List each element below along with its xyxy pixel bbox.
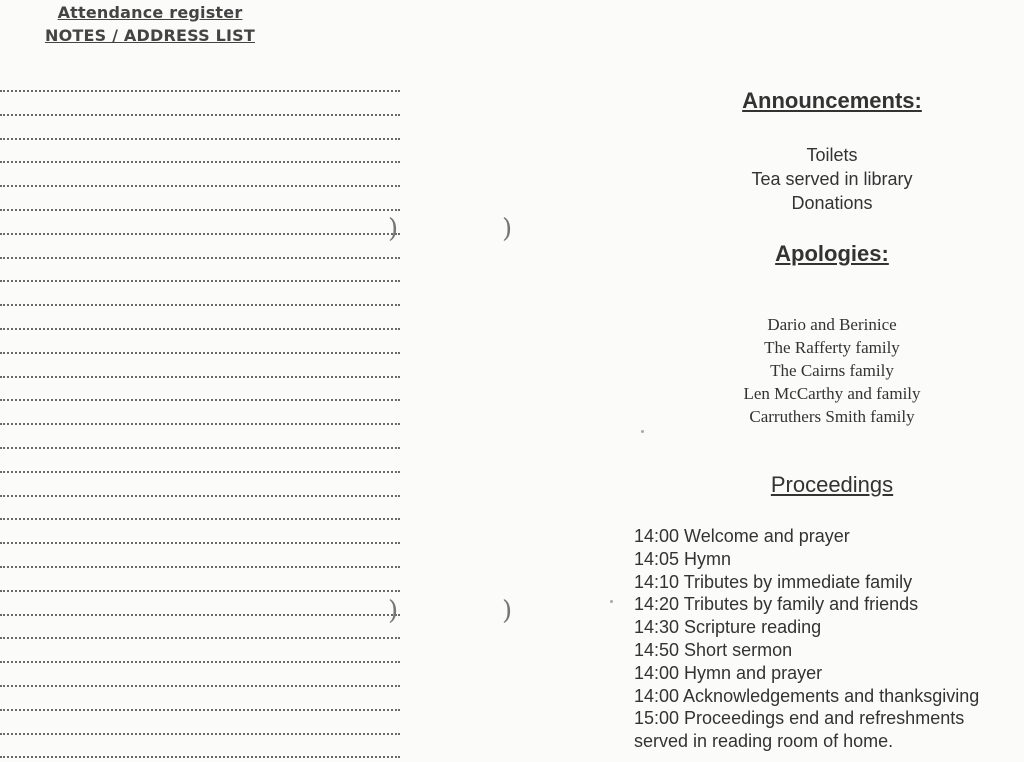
punch-hole-mark: ) xyxy=(388,214,399,244)
register-writing-line xyxy=(0,590,400,592)
apology-item: Len McCarthy and family xyxy=(743,384,921,403)
register-writing-line xyxy=(0,542,400,544)
announcements-heading: Announcements: xyxy=(742,88,922,113)
register-writing-line xyxy=(0,352,400,354)
register-writing-line xyxy=(0,280,400,282)
proceedings-item: served in reading room of home. xyxy=(634,731,894,752)
punch-hole-mark: ) xyxy=(502,596,513,626)
proceedings-item: 14:20 Tributes by family and friends xyxy=(634,594,919,615)
proceedings-heading: Proceedings xyxy=(770,472,894,497)
announcement-item: Donations xyxy=(791,193,873,213)
register-writing-line xyxy=(0,709,400,711)
register-subtitle: NOTES / ADDRESS LIST xyxy=(44,26,256,45)
punch-hole-mark: ) xyxy=(388,596,399,626)
apology-item: Carruthers Smith family xyxy=(749,407,915,426)
announcement-item: Tea served in library xyxy=(751,169,913,189)
register-writing-line xyxy=(0,185,400,187)
apology-item: The Cairns family xyxy=(770,361,894,380)
register-writing-line xyxy=(0,209,400,211)
apology-item: Dario and Berinice xyxy=(767,315,897,334)
proceedings-list xyxy=(634,525,979,753)
proceedings-item: 14:05 Hymn xyxy=(634,548,732,569)
apologies-list xyxy=(600,313,1024,428)
register-writing-line xyxy=(0,637,400,639)
register-writing-line xyxy=(0,614,400,616)
announcement-item: Toilets xyxy=(806,145,858,165)
punch-hole-mark: ) xyxy=(502,214,513,244)
announcements-list xyxy=(600,143,1024,215)
register-writing-line xyxy=(0,399,400,401)
proceedings-item: 14:00 Acknowledgements and thanksgiving xyxy=(634,685,980,706)
register-writing-line xyxy=(0,138,400,140)
register-writing-line xyxy=(0,376,400,378)
proceedings-item: 14:10 Tributes by immediate family xyxy=(634,571,913,592)
register-writing-line xyxy=(0,114,400,116)
register-writing-line xyxy=(0,756,400,758)
register-writing-line xyxy=(0,566,400,568)
proceedings-item: 14:00 Hymn and prayer xyxy=(634,662,823,683)
register-writing-line xyxy=(0,518,400,520)
register-writing-line xyxy=(0,733,400,735)
register-lines xyxy=(0,90,400,762)
proceedings-item: 15:00 Proceedings end and refreshments xyxy=(634,708,965,729)
register-writing-line xyxy=(0,471,400,473)
register-writing-line xyxy=(0,90,400,92)
proceedings-item: 14:00 Welcome and prayer xyxy=(634,526,850,546)
apology-item: The Rafferty family xyxy=(764,338,900,357)
register-title: Attendance register xyxy=(57,3,243,22)
proceedings-item: 14:50 Short sermon xyxy=(634,639,793,660)
register-writing-line xyxy=(0,328,400,330)
proceedings-item: 14:30 Scripture reading xyxy=(634,617,822,638)
register-writing-line xyxy=(0,495,400,497)
order-of-service-panel xyxy=(600,0,1024,762)
register-writing-line xyxy=(0,257,400,259)
register-writing-line xyxy=(0,661,400,663)
register-writing-line xyxy=(0,685,400,687)
register-writing-line xyxy=(0,423,400,425)
apologies-heading: Apologies: xyxy=(775,241,889,266)
register-writing-line xyxy=(0,233,400,235)
register-writing-line xyxy=(0,161,400,163)
attendance-register-panel xyxy=(0,0,420,762)
register-writing-line xyxy=(0,304,400,306)
register-writing-line xyxy=(0,447,400,449)
